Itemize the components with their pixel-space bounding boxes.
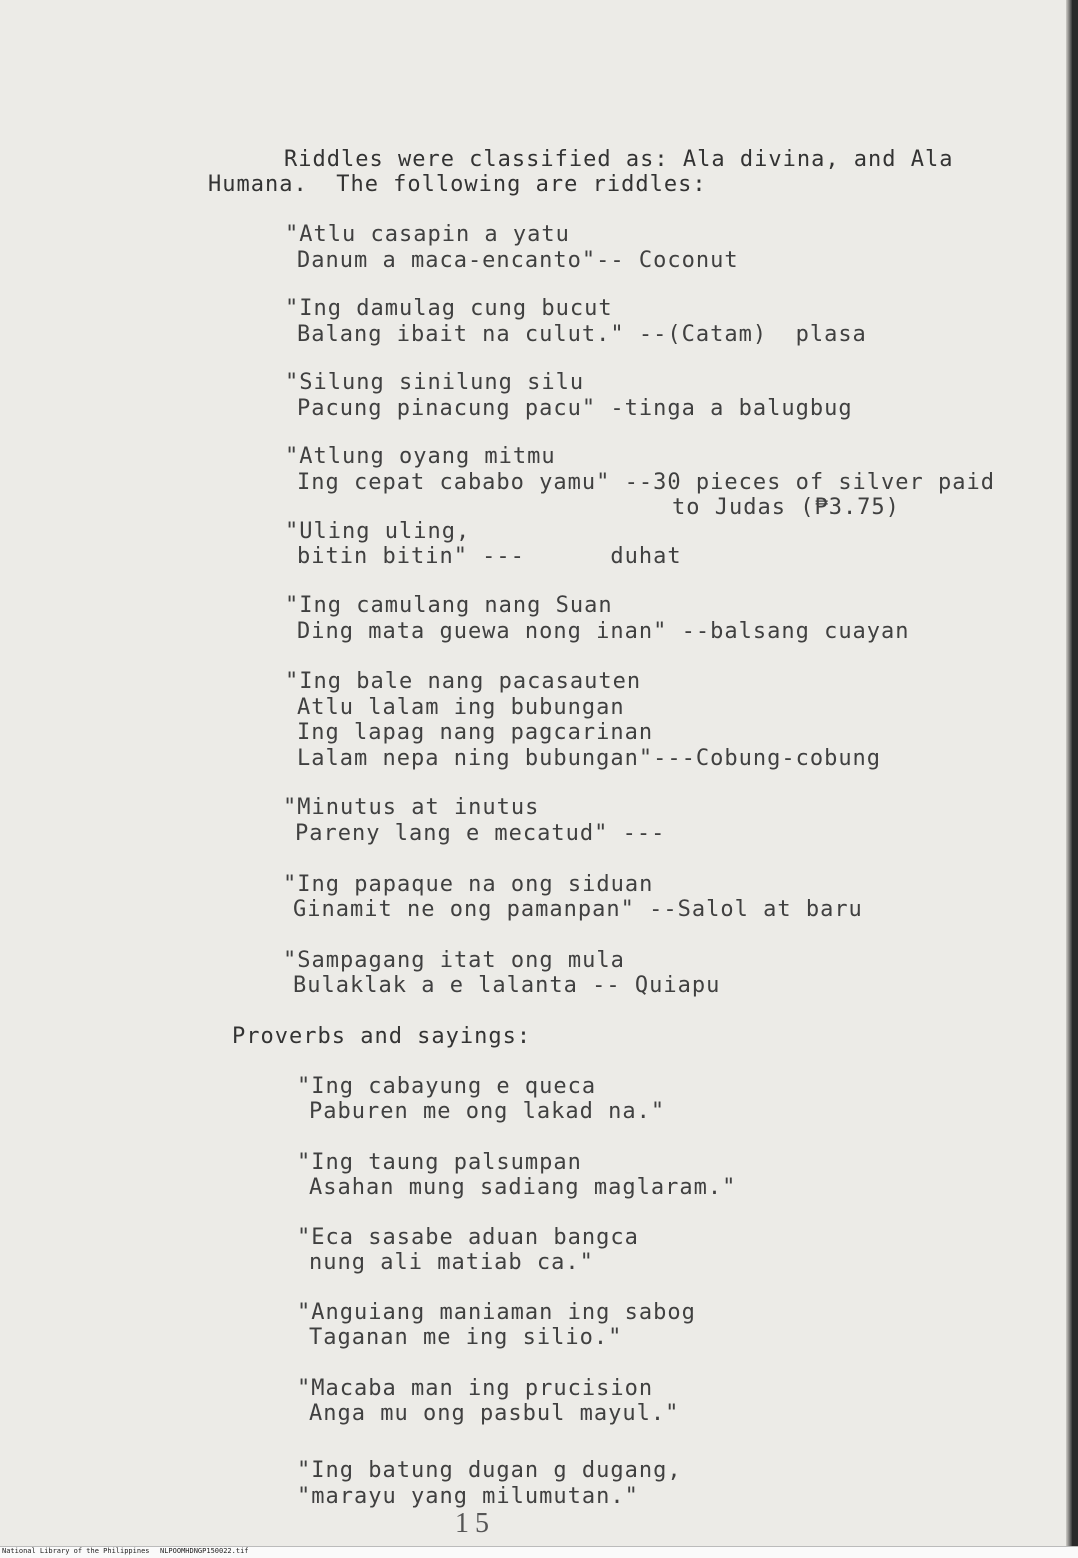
riddle-7-line-4: Lalam nepa ning bubungan"---Cobung-cobung (297, 746, 882, 771)
riddle-6-line-1: "Ing camulang nang Suan (285, 593, 613, 618)
proverb-1-line-2: Paburen me ong lakad na." (309, 1099, 666, 1124)
riddle-6-line-2: Ding mata guewa nong inan" --balsang cuayan (297, 619, 910, 644)
proverb-6-line-1: "Ing batung dugan g dugang, (297, 1458, 682, 1483)
riddle-5-line-1: "Uling uling, (285, 519, 471, 544)
footer-file-name: NLPOOMHDNGP150022.tif (160, 1547, 249, 1555)
riddle-7-line-2: Atlu lalam ing bubungan (297, 695, 625, 720)
proverb-4-line-1: "Anguiang maniaman ing sabog (297, 1300, 696, 1325)
riddle-2-line-1: "Ing damulag cung bucut (285, 296, 613, 321)
proverb-3-line-1: "Eca sasabe aduan bangca (297, 1225, 639, 1250)
proverbs-heading: Proverbs and sayings: (232, 1024, 532, 1049)
riddle-9-line-1: "Ing papaque na ong siduan (283, 872, 654, 897)
proverb-3-line-2: nung ali matiab ca." (309, 1250, 594, 1275)
proverb-6-line-2: "marayu yang milumutan." (297, 1484, 639, 1509)
riddle-8-line-2: Pareny lang e mecatud" --- (295, 821, 666, 846)
riddle-4-line-2: Ing cepat cababo yamu" --30 pieces of silver paid (297, 470, 996, 495)
riddle-1-line-1: "Atlu casapin a yatu (285, 222, 570, 247)
riddle-10-line-2: Bulaklak a e lalanta -- Quiapu (293, 973, 721, 998)
riddle-3-line-2: Pacung pinacung pacu" -tinga a balugbug (297, 396, 853, 421)
riddle-5-line-2: bitin bitin" --- duhat (297, 544, 682, 569)
proverb-1-line-1: "Ing cabayung e queca (297, 1074, 597, 1099)
intro-line-1: Riddles were classified as: Ala divina, and Ala (284, 147, 954, 172)
riddle-7-line-3: Ing lapag nang pagcarinan (297, 720, 654, 745)
riddle-10-line-1: "Sampagang itat ong mula (283, 948, 625, 973)
proverb-5-line-1: "Macaba man ing prucision (297, 1376, 654, 1401)
intro-line-2: Humana. The following are riddles: (208, 172, 707, 197)
proverb-2-line-2: Asahan mung sadiang maglaram." (309, 1175, 737, 1200)
proverb-4-line-2: Taganan me ing silio." (309, 1325, 623, 1350)
riddle-8-line-1: "Minutus at inutus (283, 795, 540, 820)
riddle-2-line-2: Balang ibait na culut." --(Catam) plasa (297, 322, 867, 347)
riddle-7-line-1: "Ing bale nang pacasauten (285, 669, 642, 694)
riddle-9-line-2: Ginamit ne ong pamanpan" --Salol at baru (293, 897, 863, 922)
footer-library-name: National Library of the Philippines (2, 1547, 150, 1555)
riddle-1-line-2: Danum a maca-encanto"-- Coconut (297, 248, 739, 273)
page-number: 15 (455, 1508, 495, 1539)
proverb-2-line-1: "Ing taung palsumpan (297, 1150, 582, 1175)
riddle-4-line-1: "Atlung oyang mitmu (285, 444, 556, 469)
riddle-4-line-3: to Judas (₱3.75) (672, 495, 900, 520)
riddle-3-line-1: "Silung sinilung silu (285, 370, 585, 395)
page-edge-shadow (1066, 0, 1072, 1546)
proverb-5-line-2: Anga mu ong pasbul mayul." (309, 1401, 680, 1426)
